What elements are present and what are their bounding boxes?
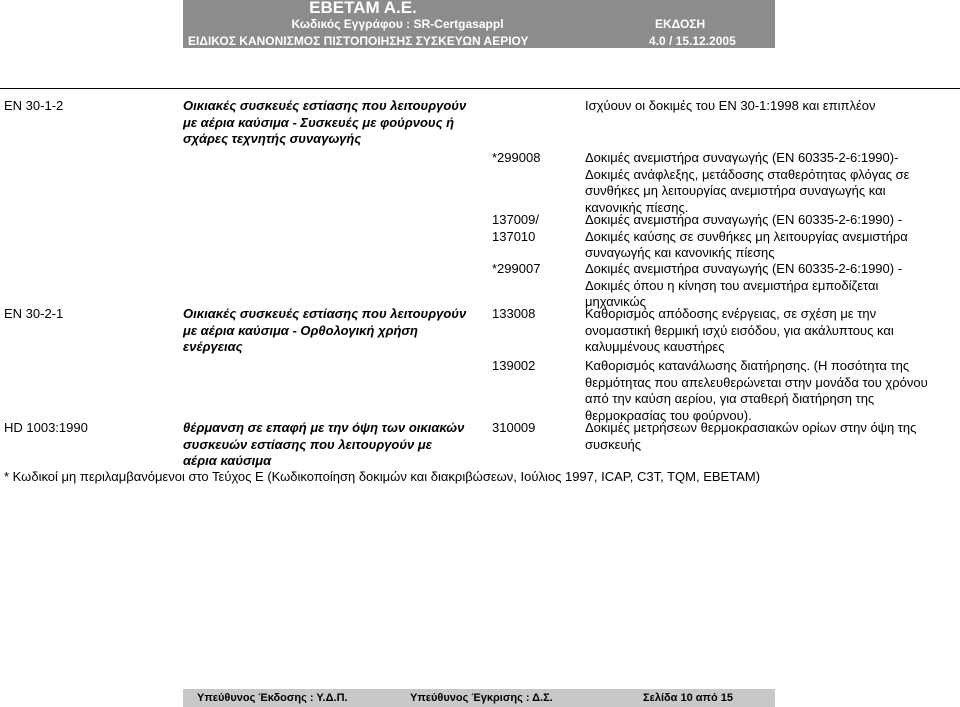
page-footer	[183, 689, 775, 707]
standard-code: HD 1003:1990	[4, 420, 88, 435]
test-description-line: συσκευής	[585, 436, 642, 452]
test-code-line: 137010	[492, 228, 536, 244]
page-number: Σελίδα 10 από 15	[643, 692, 733, 704]
standard-description-line: συσκευών εστίασης που λειτουργούν με	[183, 436, 432, 452]
table-top-rule	[0, 88, 960, 89]
test-code	[492, 261, 540, 278]
test-code-line: *299007	[492, 261, 541, 276]
test-description-line: Καθορισμός απόδοσης ενέργειας, σε σχέση με την	[585, 306, 877, 321]
test-code	[492, 358, 535, 375]
test-description	[585, 212, 908, 262]
test-description	[585, 358, 928, 424]
standard-description-line: θέρμανση σε επαφή με την όψη των οικιακών	[183, 420, 465, 435]
test-description-line: συνθήκες μη λειτουργίας ανεμιστήρα συναγωγής και	[585, 183, 886, 198]
document-code: Κωδικός Εγγράφου : SR-Certgasappl	[291, 17, 504, 31]
test-description	[585, 150, 909, 216]
test-description	[585, 261, 902, 311]
test-description	[585, 306, 894, 356]
standard-code: EN 30-2-1	[4, 306, 64, 321]
footer-approver: Υπεύθυνος Έγκρισης : Δ.Σ.	[410, 692, 553, 704]
test-description-line: Καθορισμός κατανάλωσης διατήρησης. (Η ποσότητα της	[585, 358, 910, 373]
test-description-line: συναγωγής και κανονικής πίεσης	[585, 245, 775, 260]
standard-description-line: ενέργειας	[183, 339, 243, 354]
test-code-line: 137009/	[492, 212, 539, 227]
regulation-title: ΕΙΔΙΚΟΣ ΚΑΝΟΝΙΣΜΟΣ ΠΙΣΤΟΠΟΙΗΣΗΣ ΣΥΣΚΕΥΩΝ ΑΕΡΙΟΥ	[188, 34, 529, 48]
test-description	[585, 98, 876, 115]
test-code	[492, 306, 535, 323]
test-description-line: καλυμμένους καυστήρες	[585, 339, 725, 354]
page-header	[183, 0, 775, 48]
test-description-line: Δοκιμές μετρήσεων θερμοκρασιακών ορίων στην όψη της	[585, 420, 917, 435]
test-code-line: 133008	[492, 306, 536, 321]
test-description-line: Δοκιμές καύσης σε συνθήκες μη λειτουργίας ανεμιστήρα	[585, 228, 908, 244]
test-description-line: Δοκιμές όπου η κίνηση του ανεμιστήρα εμποδίζεται	[585, 277, 879, 293]
standard-code: EN 30-1-2	[4, 98, 64, 113]
test-description-line: Δοκιμές ανεμιστήρα συναγωγής (EN 60335-2-6:1990)-	[585, 150, 899, 165]
test-description-line: θερμότητας που απελευθερώνεται στην μονάδα του χρόνου	[585, 374, 928, 390]
standard-description	[183, 420, 464, 470]
standard-description-line: σχάρες τεχνητής συναγωγής	[183, 131, 362, 146]
standard-description-line: με αέρια καύσιμα - Ορθολογική χρήση	[183, 322, 418, 338]
test-description-line: από την καύση αερίου, για σταθερή διατήρηση της	[585, 391, 875, 406]
test-description-line: μηχανικώς	[585, 294, 646, 309]
header-company: ΕΒΕΤΑΜ Α.Ε.	[309, 0, 417, 17]
test-description-line: θερμοκρασίας του φούρνου).	[585, 407, 752, 423]
standard-description-line: με αέρια καύσιμα - Συσκευές με φούρνους ή	[183, 114, 455, 130]
standard-description	[183, 306, 466, 356]
test-description-line: Δοκιμές ανάφλεξης, μετάδοσης σταθερότητας φλόγας σε	[585, 166, 910, 182]
standard-description-line: αέρια καύσιμα	[183, 453, 272, 468]
test-description-line: Δοκιμές ανεμιστήρα συναγωγής (EN 60335-2-6:1990) -	[585, 261, 903, 276]
footnote: * Κωδικοί μη περιλαμβανόμενοι στο Τεύχος Ε (Κωδικοποίηση δοκιμών και διακριβώσεων, Ιούλιος 1997, ICAP, C3T, TQM, ΕΒΕΤΑΜ)	[4, 469, 761, 484]
test-code-line: *299008	[492, 150, 541, 165]
test-description-line: Ισχύουν οι δοκιμές του EN 30-1:1998 και επιπλέον	[585, 98, 876, 113]
standard-description	[183, 98, 466, 148]
standard-description-line: Οικιακές συσκευές εστίασης που λειτουργούν	[183, 98, 467, 113]
test-description	[585, 420, 916, 453]
edition-label: ΕΚΔΟΣΗ	[655, 17, 706, 31]
edition-value: 4.0 / 15.12.2005	[649, 34, 736, 48]
footer-issuer: Υπεύθυνος Έκδοσης : Υ.Δ.Π.	[197, 692, 348, 704]
test-code	[492, 150, 540, 167]
test-description-line: κανονικής πίεσης.	[585, 199, 689, 215]
test-code	[492, 420, 535, 437]
test-description-line: Δοκιμές ανεμιστήρα συναγωγής (EN 60335-2-6:1990) -	[585, 212, 903, 227]
test-code-line: 139002	[492, 358, 536, 373]
test-code-line: 310009	[492, 420, 536, 435]
test-description-line: ονομαστική θερμική ισχύ εισόδου, για ακάλυπτους και	[585, 322, 894, 338]
test-code	[492, 212, 539, 245]
standard-description-line: Οικιακές συσκευές εστίασης που λειτουργούν	[183, 306, 467, 321]
